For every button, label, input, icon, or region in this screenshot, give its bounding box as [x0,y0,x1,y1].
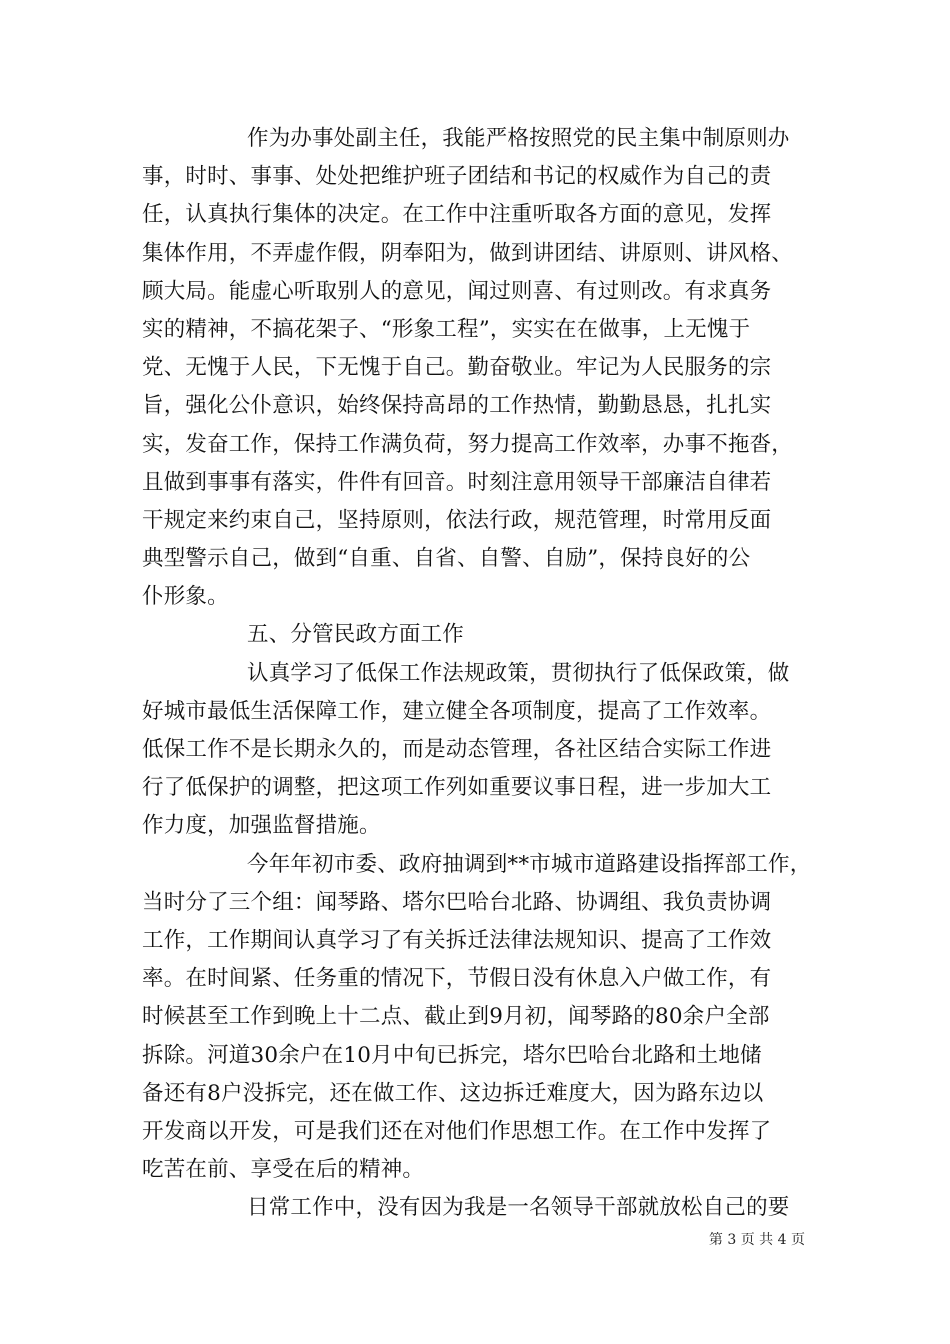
text-line: 干规定来约束自己，坚持原则，依法行政，规范管理，时常用反面 [142,507,772,533]
text-line: 备还有8户没拆完，还在做工作、这边拆迁难度大，因为路东边以 [142,1080,764,1106]
text-line: 行了低保护的调整，把这项工作列如重要议事日程，进一步加大工 [142,775,772,801]
text-line: 任，认真执行集体的决定。在工作中注重听取各方面的意见，发挥 [142,202,772,228]
text-line: 作为办事处副主任，我能严格按照党的民主集中制原则办 [247,126,790,151]
text-line: 日常工作中，没有因为我是一名领导干部就放松自己的要 [247,1195,790,1221]
text-line: 实，发奋工作，保持工作满负荷，努力提高工作效率，办事不拖沓， [142,431,794,457]
page-number: 第 3 页 共 4 页 [708,1232,805,1248]
text-line: 低保工作不是长期永久的，而是动态管理，各社区结合实际工作进 [142,737,772,762]
text-line: 作力度，加强监督措施。 [142,813,381,839]
text-line: 旨，强化公仆意识，始终保持高昂的工作热情，勤勤恳恳，扎扎实 [142,393,772,419]
text-line: 仆形象。 [142,584,229,610]
text-line: 拆除。河道30余户在10月中旬已拆完，塔尔巴哈台北路和土地储 [142,1042,762,1068]
text-line: 认真学习了低保工作法规政策，贯彻执行了低保政策，做 [247,660,790,686]
section-heading: 五、分管民政方面工作 [247,622,465,648]
document-body [142,120,822,1227]
text-line: 集体作用，不弄虚作假，阴奉阳为，做到讲团结、讲原则、讲风格、 [142,240,794,266]
text-line: 当时分了三个组：闻琴路、塔尔巴哈台北路、协调组、我负责协调 [142,889,772,915]
text-line: 顾大局。能虚心听取别人的意见，闻过则喜、有过则改。有求真务 [142,278,772,304]
text-line: 率。在时间紧、任务重的情况下，节假日没有休息入户做工作，有 [142,966,772,992]
text-line: 且做到事事有落实，件件有回音。时刻注意用领导干部廉洁自律若 [142,469,772,495]
text-line: 事，时时、事事、处处把维护班子团结和书记的权威作为自己的责 [142,164,772,190]
text-line: 典型警示自己，做到“自重、自省、自警、自励”，保持良好的公 [142,546,751,572]
text-line: 党、无愧于人民，下无愧于自己。勤奋敬业。牢记为人民服务的宗 [142,355,772,381]
text-line: 吃苦在前、享受在后的精神。 [142,1157,425,1183]
text-line: 工作，工作期间认真学习了有关拆迁法律法规知识、提高了工作效 [142,927,772,953]
text-line: 好城市最低生活保障工作，建立健全各项制度，提高了工作效率。 [142,698,772,724]
text-line: 时候甚至工作到晚上十二点、截止到9月初，闻琴路的80余户全部 [142,1004,770,1030]
text-line: 开发商以开发，可是我们还在对他们作思想工作。在工作中发挥了 [142,1118,772,1144]
text-line: 今年年初市委、政府抽调到**市城市道路建设指挥部工作， [247,851,812,877]
text-line: 实的精神，不搞花架子、“形象工程”，实实在在做事，上无愧于 [142,316,751,342]
